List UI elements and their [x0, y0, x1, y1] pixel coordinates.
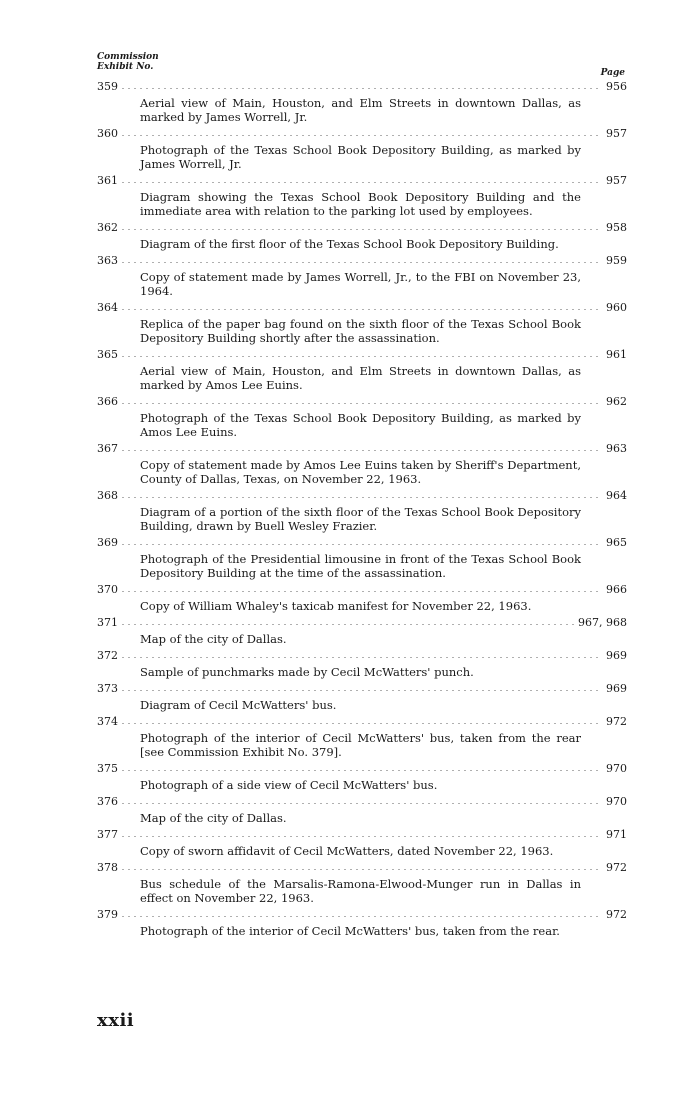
exhibit-description: Diagram of a portion of the sixth floor of the Texas School Book Depository Building, drawn by Buell Wesley Frazier. — [140, 505, 581, 533]
exhibit-description: Photograph of the interior of Cecil McWatters' bus, taken from the rear [see Commission Exhibit No. 379]. — [140, 731, 581, 759]
exhibit-entry — [97, 616, 627, 646]
exhibit-entry — [97, 348, 627, 392]
page-reference: 967, 968 — [578, 616, 627, 629]
exhibit-number: 374 — [97, 715, 118, 728]
exhibit-number: 365 — [97, 348, 118, 361]
dot-leader — [120, 135, 602, 136]
page-reference: 972 — [606, 861, 627, 874]
exhibit-description: Photograph of the Presidential limousine in front of the Texas School Book Depository Building at the time of the assassination. — [140, 552, 581, 580]
dot-leader — [120, 836, 602, 837]
exhibit-description: Diagram of Cecil McWatters' bus. — [140, 698, 337, 712]
exhibit-entry — [97, 682, 627, 712]
exhibit-number: 376 — [97, 795, 118, 808]
exhibit-number: 373 — [97, 682, 118, 695]
exhibit-entry-row — [97, 762, 627, 778]
exhibit-entry-row — [97, 861, 627, 877]
exhibit-description: Copy of William Whaley's taxicab manifest for November 22, 1963. — [140, 599, 532, 613]
exhibit-entry — [97, 861, 627, 905]
page-column-label: Page — [600, 68, 625, 78]
dot-leader — [120, 591, 602, 592]
exhibit-description: Sample of punchmarks made by Cecil McWatters' punch. — [140, 665, 474, 679]
exhibit-number: 368 — [97, 489, 118, 502]
dot-leader — [120, 869, 602, 870]
exhibit-description: Bus schedule of the Marsalis-Ramona-Elwood-Munger run in Dallas in effect on November 22, 1963. — [140, 877, 581, 905]
page-reference: 962 — [606, 395, 627, 408]
exhibit-entry-row — [97, 174, 627, 190]
exhibit-number: 360 — [97, 127, 118, 140]
exhibit-entry-row — [97, 616, 627, 632]
exhibit-description: Photograph of the Texas School Book Depository Building, as marked by James Worrell, Jr. — [140, 143, 581, 171]
exhibit-description: Map of the city of Dallas. — [140, 811, 287, 825]
page-reference: 964 — [606, 489, 627, 502]
dot-leader — [120, 916, 602, 917]
exhibit-entry — [97, 583, 627, 613]
exhibit-number: 372 — [97, 649, 118, 662]
exhibit-label-line2: Exhibit No. — [97, 62, 154, 72]
exhibit-description: Copy of statement made by James Worrell, Jr., to the FBI on November 23, 1964. — [140, 270, 581, 298]
dot-leader — [120, 803, 602, 804]
exhibit-entry-row — [97, 583, 627, 599]
exhibit-entry — [97, 795, 627, 825]
exhibit-entry-row — [97, 221, 627, 237]
exhibit-entry — [97, 254, 627, 298]
page-reference: 969 — [606, 682, 627, 695]
exhibit-entry — [97, 908, 627, 938]
exhibit-entry-row — [97, 301, 627, 317]
exhibit-number: 377 — [97, 828, 118, 841]
exhibit-number: 369 — [97, 536, 118, 549]
exhibit-description: Diagram of the first floor of the Texas School Book Depository Building. — [140, 237, 559, 251]
page-reference: 956 — [606, 80, 627, 93]
exhibit-number: 370 — [97, 583, 118, 596]
dot-leader — [120, 309, 602, 310]
page-reference: 965 — [606, 536, 627, 549]
dot-leader — [120, 182, 602, 183]
page-reference: 960 — [606, 301, 627, 314]
exhibit-number: 375 — [97, 762, 118, 775]
exhibit-entry-row — [97, 489, 627, 505]
dot-leader — [120, 262, 602, 263]
exhibit-entry — [97, 127, 627, 171]
exhibit-entry — [97, 828, 627, 858]
exhibit-list — [97, 80, 627, 941]
exhibit-column-label — [97, 52, 159, 72]
exhibit-number: 367 — [97, 442, 118, 455]
exhibit-number: 378 — [97, 861, 118, 874]
dot-leader — [120, 544, 602, 545]
exhibit-entry-row — [97, 348, 627, 364]
exhibit-entry — [97, 762, 627, 792]
dot-leader — [120, 690, 602, 691]
exhibit-number: 362 — [97, 221, 118, 234]
exhibit-entry-row — [97, 127, 627, 143]
exhibit-entry-row — [97, 536, 627, 552]
dot-leader — [120, 770, 602, 771]
exhibit-description: Copy of statement made by Amos Lee Euins taken by Sheriff's Department, County of Dallas, Texas, on November 22, 1963. — [140, 458, 581, 486]
exhibit-entry-row — [97, 254, 627, 270]
exhibit-description: Diagram showing the Texas School Book Depository Building and the immediate area with relation to the parking lot used by employees. — [140, 190, 581, 218]
exhibit-entry — [97, 649, 627, 679]
dot-leader — [120, 723, 602, 724]
exhibit-entry-row — [97, 649, 627, 665]
page-reference: 957 — [606, 127, 627, 140]
exhibit-entry-row — [97, 828, 627, 844]
exhibit-number: 366 — [97, 395, 118, 408]
exhibit-number: 359 — [97, 80, 118, 93]
dot-leader — [120, 403, 602, 404]
exhibit-description: Photograph of the Texas School Book Depository Building, as marked by Amos Lee Euins. — [140, 411, 581, 439]
dot-leader — [120, 497, 602, 498]
exhibit-entry — [97, 489, 627, 533]
exhibit-number: 363 — [97, 254, 118, 267]
exhibit-description: Photograph of the interior of Cecil McWatters' bus, taken from the rear. — [140, 924, 560, 938]
page-reference: 957 — [606, 174, 627, 187]
dot-leader — [120, 88, 602, 89]
exhibit-description: Map of the city of Dallas. — [140, 632, 287, 646]
dot-leader — [120, 229, 602, 230]
page-reference: 972 — [606, 908, 627, 921]
page-reference: 969 — [606, 649, 627, 662]
page-reference: 972 — [606, 715, 627, 728]
page-reference: 959 — [606, 254, 627, 267]
exhibit-entry — [97, 536, 627, 580]
exhibit-entry — [97, 715, 627, 759]
page-number: xxii — [97, 1010, 135, 1031]
exhibit-label-line1: Commission — [97, 52, 159, 62]
page-reference: 963 — [606, 442, 627, 455]
exhibit-description: Replica of the paper bag found on the sixth floor of the Texas School Book Depository Building shortly after the assassination. — [140, 317, 581, 345]
exhibit-number: 379 — [97, 908, 118, 921]
exhibit-description: Photograph of a side view of Cecil McWatters' bus. — [140, 778, 438, 792]
exhibit-description: Aerial view of Main, Houston, and Elm Streets in downtown Dallas, as marked by James Worrell, Jr. — [140, 96, 581, 124]
exhibit-entry-row — [97, 442, 627, 458]
exhibit-entry — [97, 80, 627, 124]
exhibit-entry-row — [97, 80, 627, 96]
exhibit-entry — [97, 442, 627, 486]
page-reference: 958 — [606, 221, 627, 234]
exhibit-entry — [97, 174, 627, 218]
exhibit-entry — [97, 301, 627, 345]
page-reference: 970 — [606, 762, 627, 775]
exhibit-number: 361 — [97, 174, 118, 187]
exhibit-entry — [97, 221, 627, 251]
column-header — [97, 52, 627, 82]
exhibit-entry-row — [97, 682, 627, 698]
page-reference: 961 — [606, 348, 627, 361]
dot-leader — [120, 624, 574, 625]
exhibit-number: 371 — [97, 616, 118, 629]
exhibit-entry — [97, 395, 627, 439]
exhibit-entry-row — [97, 715, 627, 731]
page-reference: 970 — [606, 795, 627, 808]
exhibit-entry-row — [97, 395, 627, 411]
exhibit-description: Aerial view of Main, Houston, and Elm Streets in downtown Dallas, as marked by Amos Lee Euins. — [140, 364, 581, 392]
dot-leader — [120, 657, 602, 658]
exhibit-entry-row — [97, 795, 627, 811]
exhibit-number: 364 — [97, 301, 118, 314]
page-reference: 966 — [606, 583, 627, 596]
dot-leader — [120, 356, 602, 357]
page-reference: 971 — [606, 828, 627, 841]
exhibit-description: Copy of sworn affidavit of Cecil McWatters, dated November 22, 1963. — [140, 844, 554, 858]
dot-leader — [120, 450, 602, 451]
exhibit-entry-row — [97, 908, 627, 924]
